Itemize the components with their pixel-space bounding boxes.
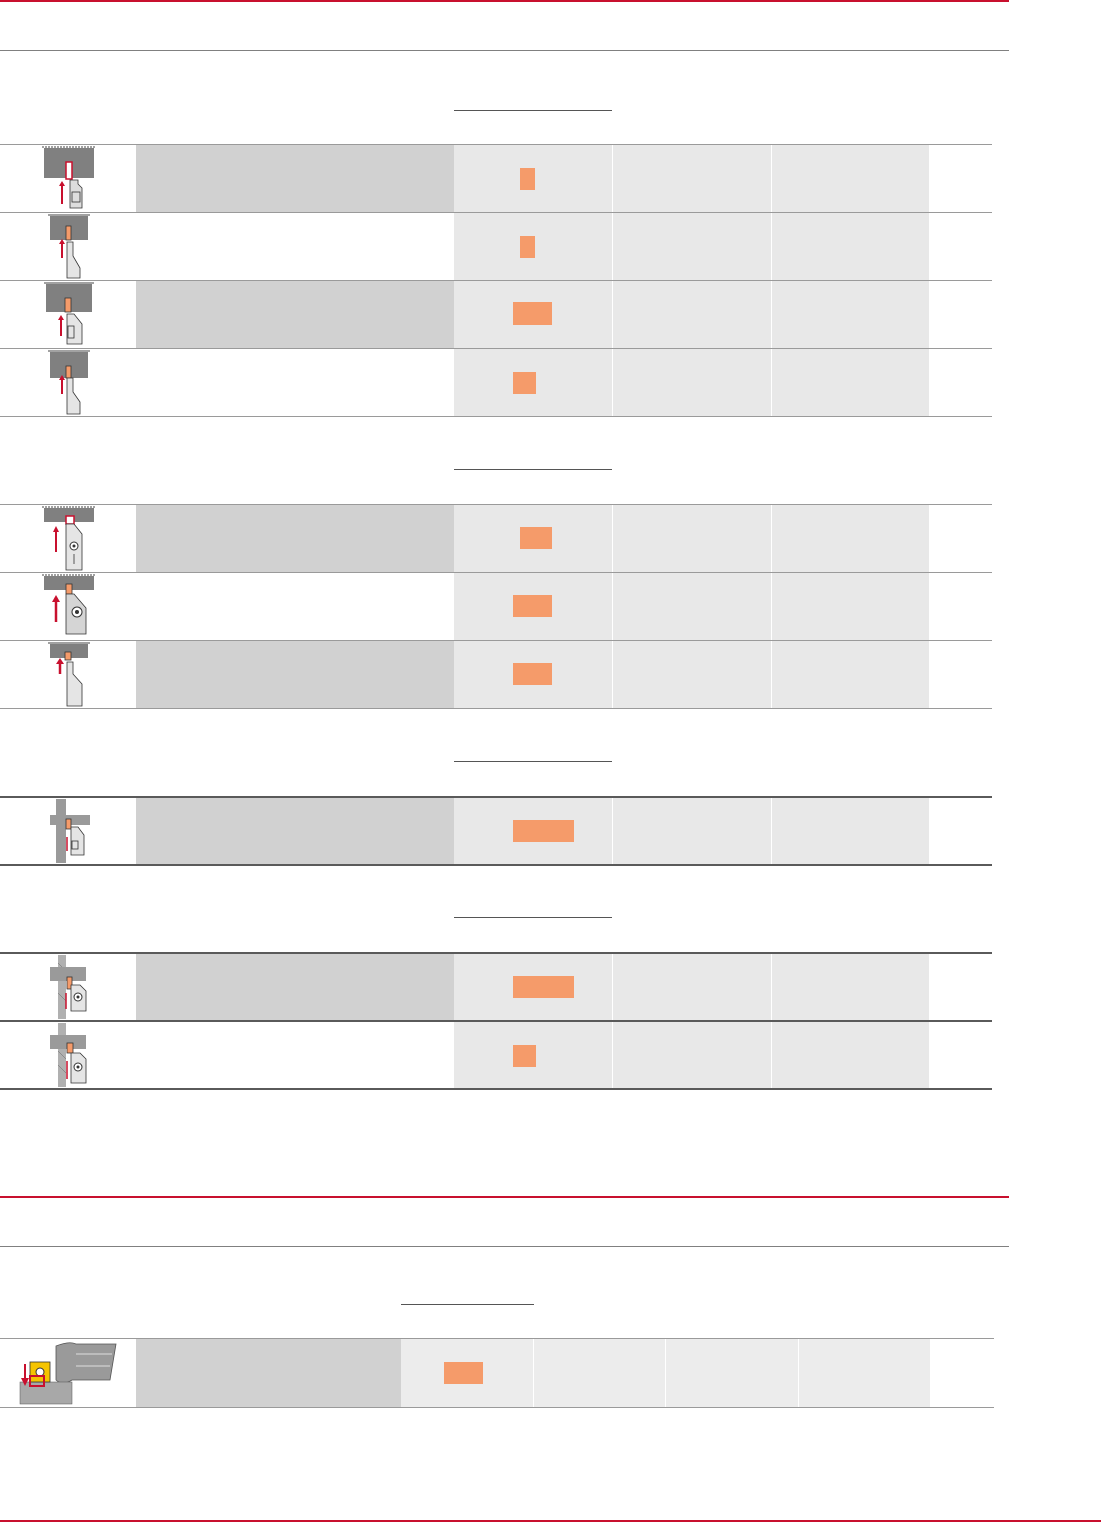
level-bar — [513, 976, 574, 998]
groove-tool-c-icon — [40, 280, 100, 348]
turning-tool-icon — [16, 1340, 120, 1406]
level-bar — [513, 302, 552, 325]
level-bar — [513, 595, 552, 617]
table-cell — [772, 349, 929, 416]
table-cell — [772, 145, 929, 212]
table-cell — [799, 1339, 930, 1407]
section-3-header-underline — [454, 761, 612, 762]
table-cell — [613, 798, 771, 864]
table-cell — [613, 505, 771, 572]
table-row-divider — [0, 1088, 992, 1090]
table-row-divider — [0, 1407, 994, 1408]
table-cell — [772, 1022, 929, 1088]
lower-red-rule — [0, 1196, 1009, 1198]
table-cell — [772, 573, 929, 640]
table-row-desc — [136, 798, 454, 864]
groove-tool-f-icon — [40, 572, 100, 640]
level-bar — [513, 663, 552, 685]
section-4-header-underline — [454, 917, 612, 918]
groove-tool-e-icon — [40, 504, 100, 572]
groove-tool-d-icon — [40, 348, 100, 416]
lower-gray-rule — [0, 1246, 1009, 1247]
face-groove-tool-icon — [40, 797, 100, 865]
face-groove-tool-c-icon — [40, 1021, 100, 1089]
table-cell — [613, 641, 771, 708]
level-bar — [520, 527, 552, 549]
bottom-red-rule — [0, 1520, 1101, 1522]
table-cell — [613, 349, 771, 416]
level-bar — [520, 236, 535, 258]
table-row-desc — [136, 1339, 401, 1407]
table-cell — [772, 641, 929, 708]
section-2-header-underline — [454, 469, 612, 470]
table-cell — [613, 1022, 771, 1088]
face-groove-tool-b-icon — [40, 953, 100, 1021]
table-cell — [772, 505, 929, 572]
table-cell — [772, 798, 929, 864]
level-bar — [520, 168, 535, 190]
table-cell — [666, 1339, 798, 1407]
groove-tool-b-icon — [40, 212, 100, 280]
table-cell — [772, 281, 929, 348]
table-cell — [613, 213, 771, 280]
table-cell — [772, 954, 929, 1020]
level-bar — [513, 820, 574, 842]
section-5-header-underline — [401, 1304, 534, 1305]
table-row-desc — [136, 145, 454, 212]
section-1-header-underline — [454, 110, 612, 111]
table-cell — [613, 573, 771, 640]
table-cell — [534, 1339, 665, 1407]
table-row-desc — [136, 281, 454, 348]
table-row-divider — [0, 708, 992, 709]
table-cell — [772, 213, 929, 280]
table-row-desc — [136, 641, 454, 708]
groove-tool-g-icon — [40, 640, 100, 708]
table-cell — [613, 281, 771, 348]
table-row-desc — [136, 954, 454, 1020]
groove-tool-a-icon — [40, 144, 100, 212]
top-gray-rule — [0, 50, 1009, 51]
table-row-desc — [136, 505, 454, 572]
top-red-rule — [0, 0, 1009, 2]
table-cell — [613, 954, 771, 1020]
table-cell — [613, 145, 771, 212]
level-bar — [513, 1045, 536, 1067]
level-bar — [513, 372, 536, 394]
level-bar — [444, 1362, 483, 1384]
table-row-divider — [0, 864, 992, 866]
table-row-divider — [0, 416, 992, 417]
